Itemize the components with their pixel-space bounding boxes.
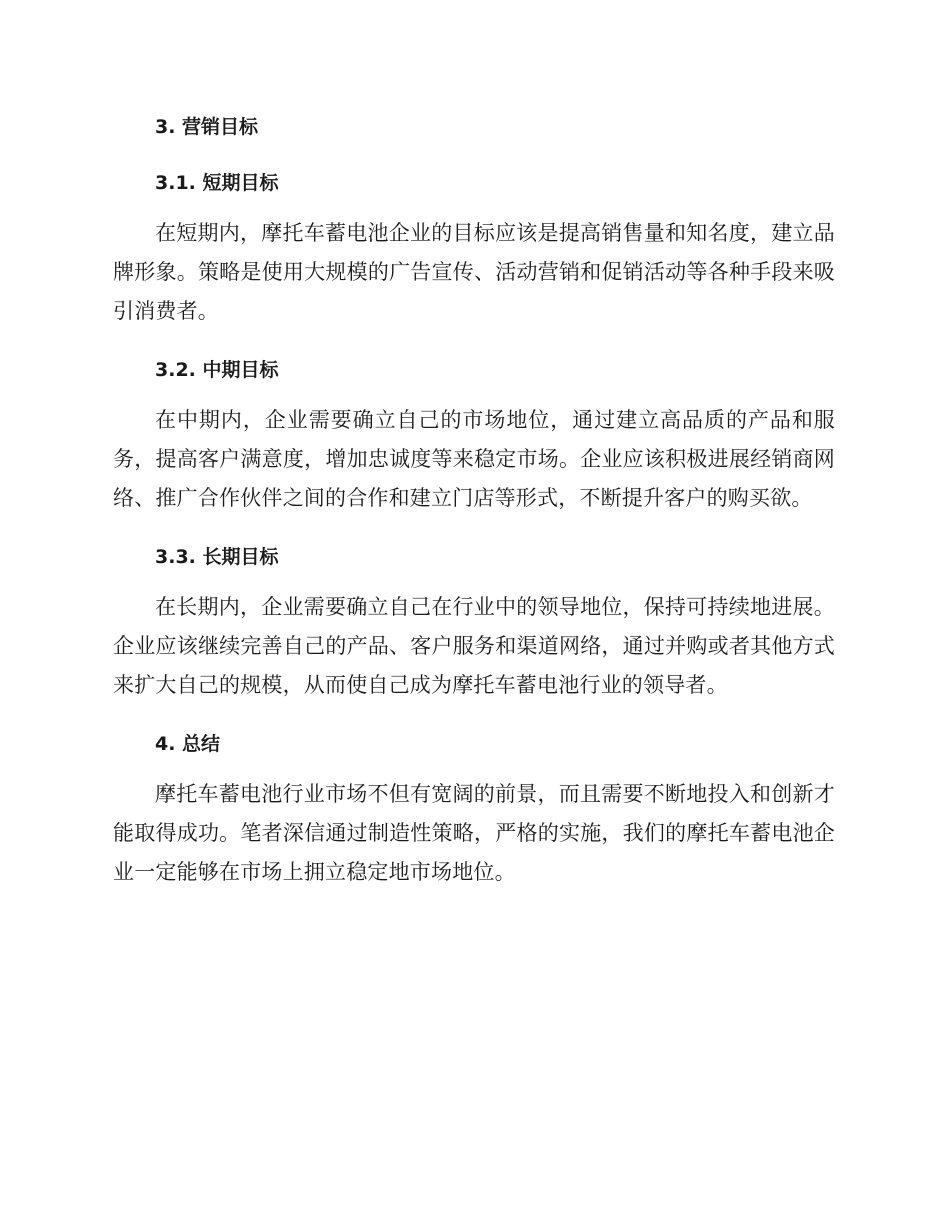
section-heading-marketing-goals: 3. 营销目标 [155, 116, 259, 138]
paragraph-summary: 摩托车蓄电池行业市场不但有宽阔的前景，而且需要不断地投入和创新才能取得成功。笔者深信通过制造性策略，严格的实施，我们的摩托车蓄电池企业一定能够在市场上拥立稳定地市场地位。 [113, 782, 835, 884]
paragraph-long-term: 在长期内，企业需要确立自己在行业中的领导地位，保持可持续地进展。企业应该继续完善自己的产品、客户服务和渠道网络，通过并购或者其他方式来扩大自己的规模，从而使自己成为摩托车蓄电池行业的领导者。 [113, 595, 835, 697]
section-heading-mid-term: 3.2. 中期目标 [155, 359, 279, 381]
document-page [113, 110, 835, 892]
section-heading-summary: 4. 总结 [155, 733, 221, 755]
paragraph-mid-term: 在中期内，企业需要确立自己的市场地位，通过建立高品质的产品和服务，提高客户满意度，增加忠诚度等来稳定市场。企业应该积极进展经销商网络、推广合作伙伴之间的合作和建立门店等形式，不断提升客户的购买欲。 [113, 408, 835, 510]
paragraph-short-term: 在短期内，摩托车蓄电池企业的目标应该是提高销售量和知名度，建立品牌形象。策略是使用大规模的广告宣传、活动营销和促销活动等各种手段来吸引消费者。 [113, 221, 835, 323]
section-heading-long-term: 3.3. 长期目标 [155, 546, 279, 568]
section-heading-short-term: 3.1. 短期目标 [155, 172, 279, 194]
